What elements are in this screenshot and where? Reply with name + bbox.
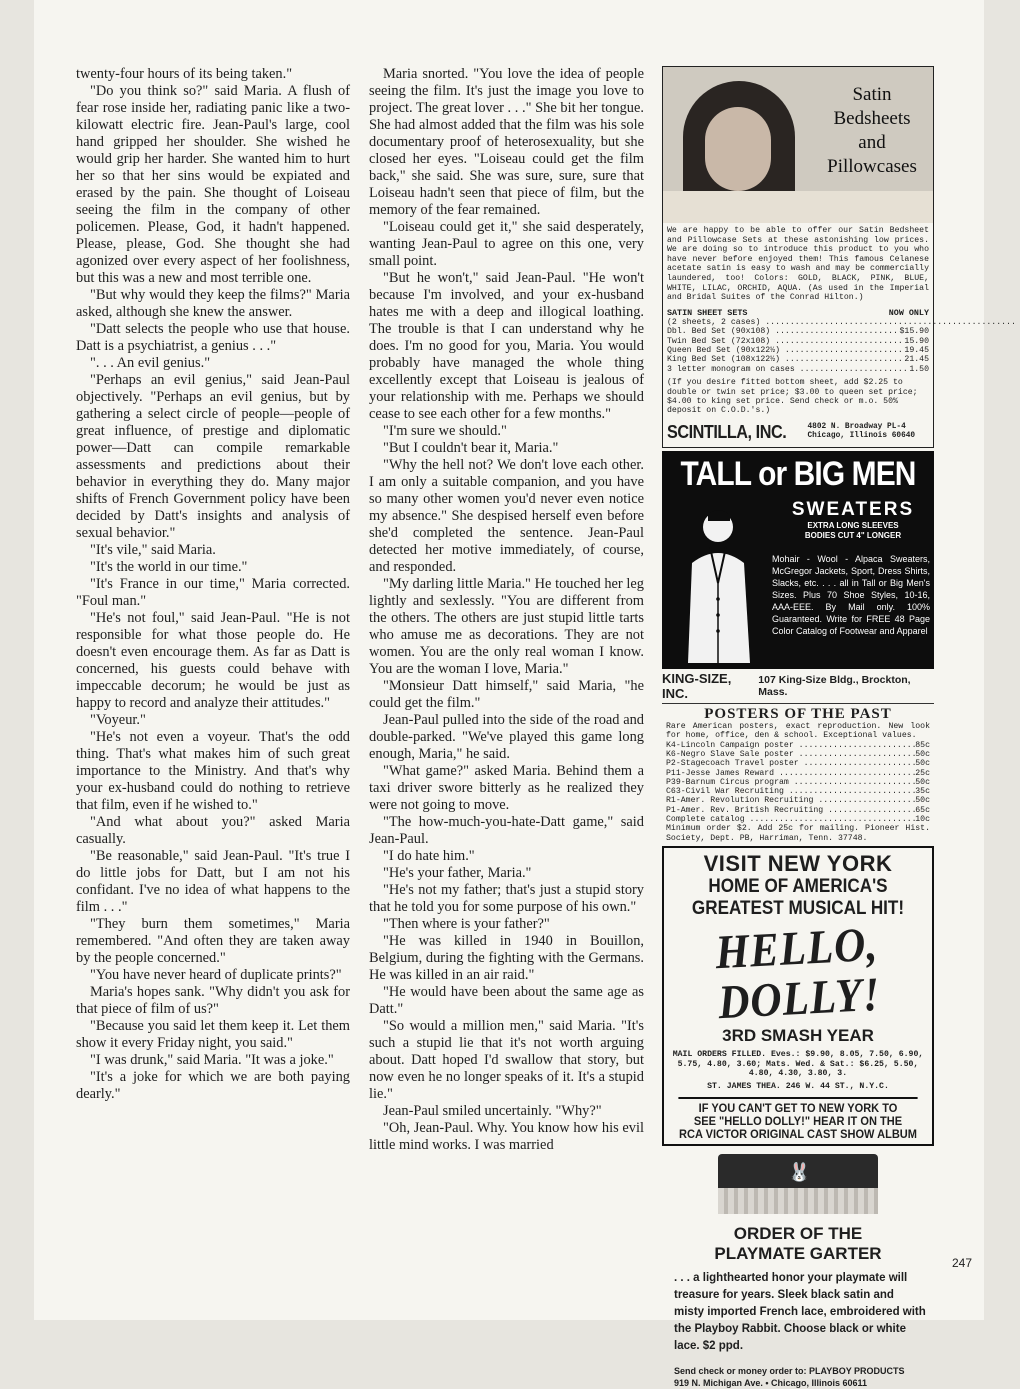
ads-column	[662, 66, 934, 1389]
advertiser-name: SCINTILLA, INC.	[667, 421, 787, 442]
story-paragraph: "It's vile," said Maria.	[90, 542, 216, 558]
story-paragraph: Maria snorted. "You love the idea of people seeing the film. It's just the image you love to project. The great lover . . ." She bit her tongue. She had almost added that the film was his sole documentary proof of heterosexuality, but she closed her eyes. "Loiseau could get the film back," she said. She was sure, sure, sure that Loiseau hadn't seen that piece of film, but the memory of the fear remained.	[369, 66, 644, 218]
story-paragraph: "But I couldn't bear it, Maria."	[383, 440, 559, 456]
story-paragraph: "He's your father, Maria."	[383, 865, 532, 881]
story-paragraph: Jean-Paul pulled into the side of the road and double-parked. "We've played this game long enough, Maria," he said.	[369, 712, 644, 762]
story-paragraph: "You have never heard of duplicate prints?"	[90, 967, 342, 983]
price-row: P2-Stagecoach Travel poster ..... 50c	[662, 759, 934, 768]
story-paragraph: "Because you said let them keep it. Let them show it every Friday night, you said."	[76, 1018, 350, 1051]
story-paragraph: "He would have been about the same age as Datt."	[369, 984, 644, 1017]
hello-dolly-ad: VISIT NEW YORK HOME OF AMERICA'S GREATEST MUSICAL HIT! HELLO, DOLLY! 3RD SMASH YEAR MAIL ORDERS FILLED. Eves.: $9.90, 8.05, 7.50, 6.90, 5.75, 4.80, 3.60; Mats. Wed. & Sat.: $6.25, 5.50, 4.80, 4.30, 3.80, 3. ST. JAMES THEA. 246 W. 44 ST., N.Y.C. IF YOU CAN'T GET TO NEW YORK TO SEE "HELLO DOLLY!" HEAR IT ON THE RCA VICTOR ORIGINAL CAST SHOW ALBUM	[662, 846, 934, 1146]
story-paragraph: "Datt selects the people who use that house. Datt is a psychiatrist, a genius . . ."	[76, 321, 350, 354]
poster-price-list	[662, 741, 934, 825]
price-row: 3 letter monogram on cases ..... 1.50	[663, 365, 933, 374]
price-row: K6-Negro Slave Sale poster ..... 50c	[662, 750, 934, 759]
story-paragraph: "He's not my father; that's just a stupid story that he told you for some purpose of his own."	[369, 882, 644, 915]
story-paragraph: "It's France in our time," Maria corrected. "Foul man."	[76, 576, 350, 609]
story-paragraph: "Voyeur."	[90, 712, 146, 728]
price-row: P39-Barnum Circus program ..... 50c	[662, 778, 934, 787]
price-row: P11-Jesse James Reward ..... 25c	[662, 769, 934, 778]
story-paragraph: Jean-Paul smiled uncertainly. "Why?"	[383, 1103, 602, 1119]
story-paragraph: "So would a million men," said Maria. "It's such a stupid lie that it's not worth arguing about. Datt hoped I'd swallow that story, but now even he no longer speaks of it. It's a stupid lie."	[369, 1018, 644, 1102]
story-paragraph: "I'm sure we should."	[383, 423, 507, 439]
theatre-address: ST. JAMES THEA. 246 W. 44 ST., N.Y.C.	[707, 1082, 889, 1092]
story-column-middle	[369, 66, 644, 1154]
story-paragraph: "He's not foul," said Jean-Paul. "He is not responsible for what those people do. He doesn't even encourage them. As far as Datt is concerned, his guests could behave with impeccable decorum; he would be just as happy to record and analyze their attitudes."	[76, 610, 350, 711]
ad-copy: Rare American posters, exact reproduction. New look for home, office, den & school. Exceptional values.	[666, 721, 930, 741]
man-in-sweater-illustration	[670, 503, 766, 663]
price-row: R1-Amer. Revolution Recruiting ..... 50c	[662, 796, 934, 805]
story-paragraph: "He was killed in 1940 in Bouillon, Belgium, during the fighting with the Germans. He was killed in an air raid."	[369, 933, 644, 983]
story-paragraph: "They burn them sometimes," Maria remembered. "And often they are taken away by the people concerned."	[76, 916, 350, 966]
ad-headline: Satin Bedsheets and Pillowcases	[827, 84, 917, 177]
story-column-left	[76, 66, 350, 1103]
price-table	[663, 327, 933, 374]
story-paragraph: "But he won't," said Jean-Paul. "He won't because I'm involved, and your ex-husband hates me with a deep and illogical loathing. The trouble is that I can understand why he does. I'm no good for you, Maria. You would probably have managed the whole thing excellently except that Loiseau is jealous of your relationship with me. Perhaps we should cease to see each other for a few months."	[369, 270, 644, 422]
story-paragraph: "Do you think so?" said Maria. A flush of fear rose inside her, radiating panic like a two-kilowatt electric fire. Jean-Paul's large, cool hand gripped her shoulder. She wished he would grip her harder. She wanted him to hurt her so that her sins would be expiated and erased by the pain. She thought of Loiseau seeing the film in the company of other policemen. Please, God, it hadn't happened. Please, please, God. She thought she had agonized over every aspect of her foolishness, but this was a new and most terrible one.	[76, 83, 350, 286]
story-paragraph: twenty-four hours of its being taken."	[76, 66, 293, 82]
price-row: Twin Bed Set (72x108) ..... 15.90	[663, 337, 933, 346]
satin-bedsheets-ad: Satin Bedsheets and Pillowcases We are happy to be able to offer our Satin Bedsheet and Pillowcase Sets at these astonishing low prices. We are doing so to introduce this product to you who have never before enjoyed them! This famous Celanese acetate satin is easy to wash and may be commercially laundered, too! Colors: GOLD, BLACK, PINK, BLUE, WHITE, LILAC, ORCHID, AQUA. (As used in the Imperial and Bridal Suites of the Conrad Hilton.) SATIN SHEET SETS NOW ONLY (2 sheets, 2 cases) ..... Dbl. Bed Set (90x108) ..... $15.90 Twin Bed Set (72x108) ..... 15.90 Queen Bed Set (90x122½) ..... 19.45 King Bed Set (108x122½) ..... 21.45 3 letter monogram on cases ..... 1.50 (If you desire fitted bottom sheet, add $2.25 to double or twin set price; $3.00 to queen set price; $4.00 to king set price. Send check or m.o. 50% deposit on C.O.D.'s.) SCINTILLA, INC. 4802 N. Broadway PL-4 Chicago, Illinois 60640	[662, 66, 934, 448]
price-row: K4-Lincoln Campaign poster ..... 85c	[662, 741, 934, 750]
price-row: P1-Amer. Rev. British Recruiting ..... 65c	[662, 806, 934, 815]
ad-copy: Mohair - Wool - Alpaca Sweaters, McGregor Jackets, Sport, Dress Shirts, Slacks, etc. . . . all in Tall or Big Men's Sizes. Plus 70 Shoe Styles, 10-16, AAA-EEE. By Mail only. 100% Guaranteed. Write for FREE 48 Page Color Catalog of Footwear and Apparel	[772, 553, 930, 637]
story-paragraph: "It's the world in our time."	[90, 559, 248, 575]
ad-headline: POSTERS OF THE PAST	[704, 705, 892, 722]
story-paragraph: "Be reasonable," said Jean-Paul. "It's true I do little jobs for Datt, but I am not his confidant. I've no idea of what happens to the film . . ."	[76, 848, 350, 915]
price-row: Queen Bed Set (90x122½) ..... 19.45	[663, 346, 933, 355]
story-paragraph: "Then where is your father?"	[383, 916, 550, 932]
story-paragraph: "Perhaps an evil genius," said Jean-Paul objectively. "Perhaps an evil genius, but by gathering a select circle of people—people of great influence, of prestige and diplomatic power—Datt can compile remarkable assessments and predictions about their behavior in everything they do. Many major shifts of French Government policy have been decided by Datt's insights and analysis of sexual behavior."	[76, 372, 350, 541]
price-row: Complete catalog ..... 10c	[662, 815, 934, 824]
story-paragraph: "It's a joke for which we are both paying dearly."	[76, 1069, 350, 1102]
ticket-prices: MAIL ORDERS FILLED. Eves.: $9.90, 8.05, 7.50, 6.90, 5.75, 4.80, 3.60; Mats. Wed. & Sat.: $6.25, 5.50, 4.80, 4.30, 3.80, 3.	[672, 1050, 924, 1078]
price-row: C63-Civil War Recruiting ..... 35c	[662, 787, 934, 796]
story-paragraph: "Why the hell not? We don't love each other. I am only a suitable companion, and you have so many other women you'd never even notice my absence." She despised herself even before she'd completed the sentence. Jean-Paul detected her motive immediately, of course, and responded.	[369, 457, 644, 575]
rabbit-logo-icon: 🐰	[788, 1161, 811, 1182]
ad-copy: We are happy to be able to offer our Satin Bedsheet and Pillowcase Sets at these astonishing low prices. We are doing so to introduce this product to you who have never before enjoyed them! This famous Celanese acetate satin is easy to wash and may be commercially laundered, too! Colors: GOLD, BLACK, PINK, BLUE, WHITE, LILAC, ORCHID, AQUA. (As used in the Imperial and Bridal Suites of the Conrad Hilton.)	[667, 226, 929, 303]
advertiser-address: 4802 N. Broadway PL-4 Chicago, Illinois 60640	[807, 423, 916, 441]
story-paragraph: "Oh, Jean-Paul. Why. You know how his evil little mind works. I was married	[369, 1120, 644, 1153]
story-paragraph: "And what about you?" asked Maria casually.	[76, 814, 350, 847]
album-promo: IF YOU CAN'T GET TO NEW YORK TO SEE "HELLO DOLLY!" HEAR IT ON THE RCA VICTOR ORIGINAL CAST SHOW ALBUM	[678, 1097, 917, 1141]
page-number: 247	[952, 1256, 973, 1270]
ad-headline: TALL or BIG MEN	[680, 454, 916, 493]
story-paragraph: Maria's hopes sank. "Why didn't you ask for that piece of film of us?"	[76, 984, 350, 1017]
ad-note: (If you desire fitted bottom sheet, add $2.25 to double or twin set price; $3.00 to queen set price; $4.00 to king set price. Send check or m.o. 50% deposit on C.O.D.'s.)	[667, 378, 918, 416]
story-paragraph: "He's not even a voyeur. That's the odd thing. That's what makes him of such great importance to the Ministry. And that's why your ex-husband could do nothing to retrieve that film, even if he wished to."	[76, 729, 350, 813]
story-paragraph: "My darling little Maria." He touched her leg lightly and sexlessly. "You are different from the others. The others are just stupid little tarts who amuse me as decorations. They are not women. You are the only real woman I know. You are the woman I love, Maria."	[369, 576, 644, 677]
story-paragraph: "I was drunk," said Maria. "It was a joke."	[90, 1052, 334, 1068]
ad-tagline: EXTRA LONG SLEEVES BODIES CUT 4" LONGER	[804, 520, 902, 540]
posters-of-the-past-ad	[662, 703, 934, 843]
price-row: Dbl. Bed Set (90x108) ..... $15.90	[663, 327, 933, 336]
story-paragraph: "I do hate him."	[383, 848, 475, 864]
ad-headline: ORDER OF THE PLAYMATE GARTER	[714, 1223, 882, 1263]
price-row: King Bed Set (108x122½) ..... 21.45	[663, 355, 933, 364]
story-paragraph: "What game?" asked Maria. Behind them a taxi driver swore bitterly as he realized they were not going to move.	[369, 763, 644, 813]
story-paragraph: "The how-much-you-hate-Datt game," said Jean-Paul.	[369, 814, 644, 847]
story-paragraph: ". . . An evil genius."	[90, 355, 211, 371]
tall-big-men-ad	[662, 451, 934, 669]
story-paragraph: "Monsieur Datt himself," said Maria, "he could get the film."	[369, 678, 644, 711]
story-paragraph: "Loiseau could get it," she said desperately, wanting Jean-Paul to agree on this one, very small point.	[369, 219, 644, 269]
ad-subhead: SWEATERS	[791, 498, 915, 520]
ad-copy: . . . a lighthearted honor your playmate will treasure for years. Sleek black satin and misty imported French lace, embroidered with the Playboy Rabbit. Choose black or white lace. $2 ppd.	[674, 1271, 926, 1352]
king-size-advertiser: KING-SIZE, INC. 107 King-Size Bldg., Brockton, Mass.	[662, 670, 911, 701]
story-paragraph: "But why would they keep the films?" Maria asked, although she knew the answer.	[76, 287, 350, 320]
garter-photo	[718, 1154, 878, 1214]
price-table-header: SATIN SHEET SETS NOW ONLY	[667, 307, 929, 318]
ad-footer: Minimum order $2. Add 25c for mailing. Pioneer Hist. Society, Dept. PB, Harriman, Tenn. 37748.	[666, 824, 930, 843]
ad-model-photo	[663, 67, 933, 223]
playmate-garter-ad	[662, 1146, 934, 1389]
order-address: Send check or money order to: PLAYBOY PRODUCTS 919 N. Michigan Ave. • Chicago, Illinois 60611	[674, 1365, 905, 1388]
show-title: HELLO, DOLLY!	[714, 917, 882, 1030]
